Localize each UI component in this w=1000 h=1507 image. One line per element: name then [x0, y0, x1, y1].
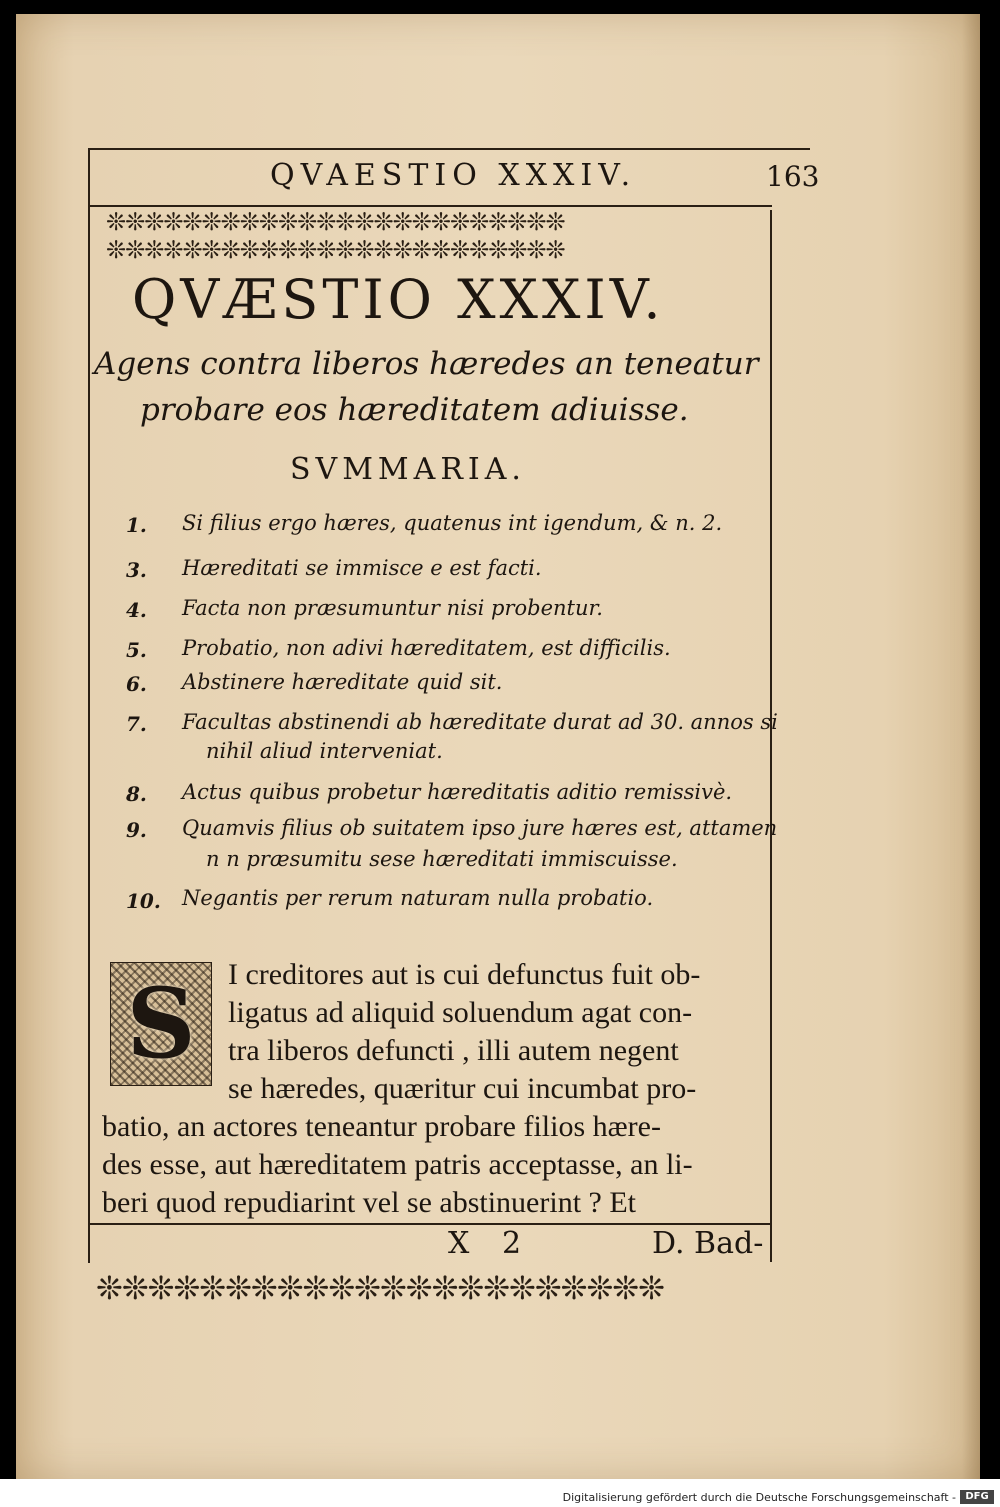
body-line: batio, an actores teneantur probare filios hære- [102, 1110, 661, 1143]
summary-item-continuation: n n præsumitu sese hæreditati immiscuisse. [206, 847, 678, 871]
frame-right-rule [770, 210, 772, 1262]
signature-number: 2 [502, 1226, 522, 1261]
decorated-initial [110, 962, 212, 1086]
summary-number: 6. [126, 672, 147, 696]
page-number: 163 [766, 160, 820, 193]
dfg-logo: DFG [960, 1490, 994, 1504]
summary-number: 3. [126, 558, 147, 582]
chapter-subtitle-line-2: probare eos hæreditatem adiuisse. [140, 392, 689, 428]
summary-item: Hæreditati se immisce e est facti. [182, 556, 542, 580]
ornament-band-top: ❊❊❊❊❊❊❊❊❊❊❊❊❊❊❊❊❊❊❊❊❊❊❊❊ [106, 209, 565, 235]
summary-number: 9. [126, 818, 147, 842]
summary-number: 4. [126, 598, 147, 622]
summary-item: Negantis per rerum naturam nulla probatio. [182, 886, 654, 910]
summary-item: Actus quibus probetur hæreditatis aditio remissivè. [182, 780, 733, 804]
scan-footer-credit: Digitalisierung gefördert durch die Deutsche Forschungsgemeinschaft - [562, 1491, 956, 1504]
summary-number: 10. [126, 889, 161, 913]
body-line: se hæredes, quæritur cui incumbat pro- [228, 1072, 697, 1105]
frame-bottom-rule [88, 1223, 772, 1225]
ornament-band-bottom: ❊❊❊❊❊❊❊❊❊❊❊❊❊❊❊❊❊❊❊❊❊❊ [96, 1269, 664, 1307]
summary-number: 5. [126, 638, 147, 662]
body-line: I creditores aut is cui defunctus fuit ob- [228, 958, 701, 991]
summaria-heading: SVMMARIA. [290, 452, 526, 487]
summary-item: Si filius ergo hæres, quatenus int igendum, & n. 2. [182, 511, 723, 535]
signature-mark: X [448, 1226, 470, 1261]
chapter-title: QVÆSTIO XXXIV. [132, 268, 665, 331]
summary-number: 7. [126, 712, 147, 736]
ornament-band-top-second: ❊❊❊❊❊❊❊❊❊❊❊❊❊❊❊❊❊❊❊❊❊❊❊❊ [106, 237, 565, 263]
summary-item: Probatio, non adivi hæreditatem, est difficilis. [182, 636, 671, 660]
summary-item: Facta non præsumuntur nisi probentur. [182, 596, 603, 620]
summary-number: 8. [126, 782, 147, 806]
catchword: D. Bad- [652, 1226, 764, 1261]
body-line: tra liberos defuncti , illi autem negent [228, 1034, 679, 1067]
body-line: des esse, aut hæreditatem patris acceptasse, an li- [102, 1148, 693, 1181]
initial-letter: S [126, 967, 196, 1080]
running-head: QVAESTIO XXXIV. [270, 158, 637, 193]
page-edge-shadow [962, 14, 980, 1479]
chapter-subtitle-line-1: Agens contra liberos hæredes an teneatur [94, 346, 759, 382]
summary-item: Abstinere hæreditate quid sit. [182, 670, 503, 694]
body-line: ligatus ad aliquid soluendum agat con- [228, 996, 693, 1029]
frame-inner-top-rule [90, 205, 772, 207]
summary-item-continuation: nihil aliud interveniat. [206, 739, 443, 763]
head-rule [88, 148, 810, 150]
summary-number: 1. [126, 513, 147, 537]
body-line: beri quod repudiarint vel se abstinuerint ? Et [102, 1186, 637, 1219]
frame-left-rule [88, 148, 90, 1263]
summary-item: Quamvis filius ob suitatem ipso jure hæres est, attamen [182, 816, 778, 840]
summary-item: Facultas abstinendi ab hæreditate durat ad 30. annos si [182, 710, 778, 734]
